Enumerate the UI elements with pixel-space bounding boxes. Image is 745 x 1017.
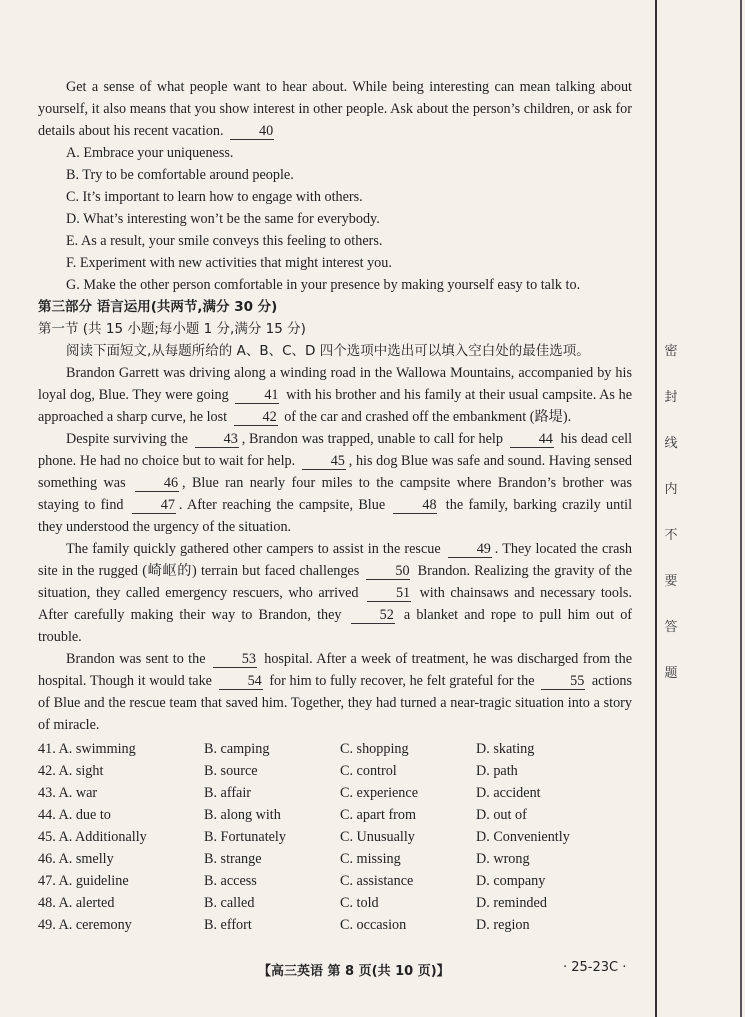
choice-43-b: B. affair (204, 785, 252, 801)
page-edge-line (740, 0, 742, 1017)
footer-page-info: 【高三英语 第 8 页(共 10 页)】 (258, 964, 450, 979)
p4-text-a: Brandon was sent to the (66, 651, 206, 667)
blank-46: 46 (135, 475, 179, 492)
choice-48-a: 48. A. alerted (38, 895, 115, 911)
footer-code: · 25-23C · (563, 960, 627, 975)
p4-text-d: actions of Blue and the rescue team that saved him. Together, they had turned a near-tragic situation into a story of miracle. (38, 673, 633, 733)
choice-43-d: D. accident (476, 785, 541, 801)
seal-char-1: 密 (664, 344, 678, 359)
choice-49-a: 49. A. ceremony (38, 917, 132, 933)
choice-row-44 (38, 804, 632, 826)
p1-text-c: of the car and crashed off the embankment (路堤). (284, 409, 572, 425)
choice-48-d: D. reminded (476, 895, 547, 911)
choice-42-a: 42. A. sight (38, 763, 104, 779)
seal-char-6: 要 (664, 574, 678, 589)
choice-43-a: 43. A. war (38, 785, 98, 801)
option-g: G. Make the other person comfortable in your presence by making yourself easy to talk to. (66, 277, 581, 293)
choice-46-b: B. strange (204, 851, 262, 867)
p2-text-f: . After reaching the campsite, Blue (178, 497, 386, 513)
choice-row-46 (38, 848, 632, 870)
passage-paragraph-1 (38, 362, 632, 428)
p2-text-d: , his dog Blue was safe and sound. Having sensed something was (38, 453, 633, 491)
q40-paragraph (38, 76, 632, 142)
p1-text-a: Brandon Garrett was driving along a winding road in the Wallowa Mountains, accompanied by his loyal dog, Blue. They were going (38, 365, 632, 403)
choice-41-c: C. shopping (340, 741, 409, 757)
choice-48-b: B. called (204, 895, 255, 911)
blank-41: 41 (235, 387, 279, 404)
choice-49-b: B. effort (204, 917, 252, 933)
choice-46-d: D. wrong (476, 851, 530, 867)
choice-41-a: 41. A. swimming (38, 741, 136, 757)
option-a: A. Embrace your uniqueness. (66, 145, 234, 161)
blank-48: 48 (393, 497, 437, 514)
p3-text-c: Brandon. Realizing the gravity of the situation, they called emergency rescuers, who arrived (38, 563, 632, 601)
option-d: D. What’s interesting won’t be the same for everybody. (66, 211, 380, 227)
blank-42: 42 (234, 409, 278, 426)
seal-char-4: 内 (664, 482, 678, 497)
option-e: E. As a result, your smile conveys this feeling to others. (66, 233, 383, 249)
p3-text-d: with chainsaws and necessary tools. After carefully making their way to Brandon, they (38, 585, 632, 623)
p2-text-b: , Brandon was trapped, unable to call for help (241, 431, 503, 447)
p3-text-b: . They located the crash site in the rugged (崎岖的) terrain but faced challenges (38, 541, 632, 579)
answer-choices (38, 738, 632, 936)
choice-row-41 (38, 738, 632, 760)
choice-42-b: B. source (204, 763, 258, 779)
section-instruction: 阅读下面短文,从每题所给的 A、B、C、D 四个选项中选出可以填入空白处的最佳选项。 (66, 343, 590, 359)
blank-51: 51 (367, 585, 411, 602)
blank-47: 47 (132, 497, 176, 514)
p4-text-c: for him to fully recover, he felt grateful for the (269, 673, 535, 689)
page-content (38, 76, 632, 936)
choice-45-b: B. Fortunately (204, 829, 286, 845)
seal-char-5: 不 (664, 528, 678, 543)
p2-text-e: , Blue ran nearly four miles to the campsite where Brandon’s brother was staying to find (38, 475, 633, 513)
choice-row-49 (38, 914, 632, 936)
choice-44-a: 44. A. due to (38, 807, 111, 823)
option-f: F. Experiment with new activities that might interest you. (66, 255, 392, 271)
choice-47-c: C. assistance (340, 873, 414, 889)
option-b: B. Try to be comfortable around people. (66, 167, 294, 183)
choice-row-43 (38, 782, 632, 804)
choice-42-c: C. control (340, 763, 397, 779)
p3-text-a: The family quickly gathered other campers to assist in the rescue (66, 541, 441, 557)
p4-text-b: hospital. After a week of treatment, he was discharged from the hospital. Though it would take (38, 651, 632, 689)
choice-row-42 (38, 760, 632, 782)
choice-49-d: D. region (476, 917, 530, 933)
choice-41-b: B. camping (204, 741, 270, 757)
choice-47-d: D. company (476, 873, 546, 889)
choice-47-b: B. access (204, 873, 257, 889)
seal-char-2: 封 (664, 390, 678, 405)
blank-44: 44 (510, 431, 554, 448)
choice-47-a: 47. A. guideline (38, 873, 129, 889)
blank-54: 54 (219, 673, 263, 690)
choice-43-c: C. experience (340, 785, 418, 801)
blank-43: 43 (195, 431, 239, 448)
binding-line (655, 0, 657, 1017)
p3-text-e: a blanket and rope to pull him out of trouble. (38, 607, 633, 645)
seven-choose-five-options (38, 142, 632, 296)
seal-char-3: 线 (664, 436, 678, 451)
choice-46-c: C. missing (340, 851, 401, 867)
choice-row-47 (38, 870, 632, 892)
passage-paragraph-3 (38, 538, 632, 648)
choice-44-d: D. out of (476, 807, 527, 823)
choice-44-c: C. apart from (340, 807, 417, 823)
blank-50: 50 (366, 563, 410, 580)
choice-48-c: C. told (340, 895, 379, 911)
p2-text-c: his dead cell phone. He had no choice but to wait for help. (38, 431, 633, 469)
option-c: C. It’s important to learn how to engage with others. (66, 189, 363, 205)
section-subtitle: 第一节 (共 15 小题;每小题 1 分,满分 15 分) (38, 321, 306, 337)
choice-row-48 (38, 892, 632, 914)
blank-55: 55 (541, 673, 585, 690)
p2-text-a: Despite surviving the (66, 431, 188, 447)
q40-text: Get a sense of what people want to hear about. While being interesting can mean talking about yourself, it also means that you show interest in other people. Ask about the person’s children, or ask for details about his recent vacation. (38, 79, 632, 139)
passage-paragraph-4 (38, 648, 632, 736)
blank-40: 40 (230, 123, 274, 140)
choice-45-a: 45. A. Additionally (38, 829, 147, 845)
blank-49: 49 (448, 541, 492, 558)
choice-46-a: 46. A. smelly (38, 851, 114, 867)
choice-42-d: D. path (476, 763, 518, 779)
choice-row-45 (38, 826, 632, 848)
choice-44-b: B. along with (204, 807, 281, 823)
choice-41-d: D. skating (476, 741, 535, 757)
seal-line-notice (663, 340, 679, 708)
p2-text-g: the family, barking crazily until they understood the urgency of the situation. (38, 497, 633, 535)
choice-45-c: C. Unusually (340, 829, 415, 845)
passage-paragraph-2 (38, 428, 632, 538)
choice-45-d: D. Conveniently (476, 829, 570, 845)
choice-49-c: C. occasion (340, 917, 407, 933)
section-title: 第三部分 语言运用(共两节,满分 30 分) (38, 299, 278, 315)
seal-char-7: 答 (664, 620, 678, 635)
p1-text-b: with his brother and his family at their usual campsite. As he approached a sharp curve, he lost (38, 387, 632, 425)
seal-char-8: 题 (664, 666, 678, 681)
blank-45: 45 (302, 453, 346, 470)
blank-52: 52 (351, 607, 395, 624)
blank-53: 53 (213, 651, 257, 668)
